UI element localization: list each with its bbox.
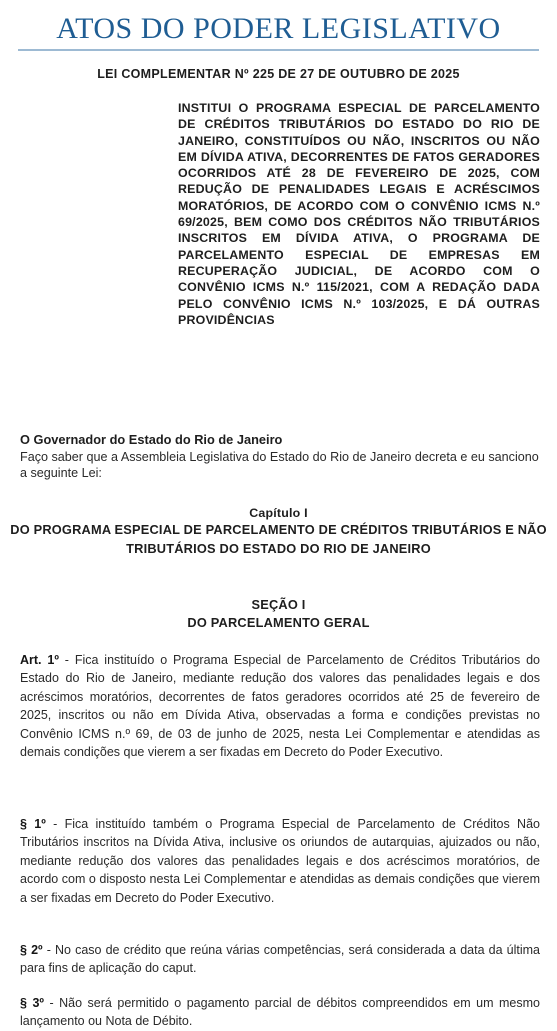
chapter-label: Capítulo I: [249, 506, 308, 520]
article-1-text: - Fica instituído o Programa Especial de Parcelamento de Créditos Tributários do Estado do Rio de Janeiro, mediante redução dos valores das penalidades legais e dos acréscimos moratórios, decorrentes de fatos geradores ocorridos até 25 de fevereiro de 2025, inscritos ou não em Dívida Ativa, observadas a forma e condições previstas no Convênio ICMS n.º 69, de 03 de junho de 2025, nesta Lei Complementar e atendidas as demais condições que vierem a ser fixadas em Decreto do Poder Executivo.: [20, 653, 540, 760]
masthead-divider: [18, 49, 539, 51]
masthead: [0, 0, 557, 56]
governor-line: O Governador do Estado do Rio de Janeiro: [20, 432, 283, 447]
section-label: SEÇÃO I: [251, 597, 306, 612]
article-1-label: Art. 1º: [20, 653, 59, 667]
enactment-clause: Faço saber que a Assembleia Legislativa do Estado do Rio de Janeiro decreta e eu sanciono a seguinte Lei:: [20, 450, 539, 481]
paragraph-2-text: - No caso de crédito que reúna várias competências, será considerada a data da última para fins de aplicação do caput.: [20, 943, 540, 976]
paragraph-2-label: § 2º: [20, 943, 43, 957]
paragraph-3: [20, 994, 540, 1031]
law-title: LEI COMPLEMENTAR Nº 225 DE 27 DE OUTUBRO DE 2025: [97, 67, 460, 81]
masthead-title: ATOS DO PODER LEGISLATIVO: [56, 12, 501, 45]
paragraph-3-text: - Não será permitido o pagamento parcial de débitos compreendidos em um mesmo lançamento ou Nota de Débito.: [20, 996, 540, 1029]
paragraph-1-label: § 1º: [20, 817, 46, 831]
section-title: DO PARCELAMENTO GERAL: [187, 615, 370, 630]
paragraph-1: [20, 815, 540, 907]
paragraph-3-label: § 3º: [20, 996, 44, 1010]
paragraph-2: [20, 941, 540, 978]
law-summary: INSTITUI O PROGRAMA ESPECIAL DE PARCELAMENTO DE CRÉDITOS TRIBUTÁRIOS DO ESTADO DO RIO DE JANEIRO, CONSTITUÍDOS OU NÃO, INSCRITOS OU NÃO EM DÍVIDA ATIVA, DECORRENTES DE FATOS GERADORES OCORRIDOS ATÉ 28 DE FEVEREIRO DE 2025, COM REDUÇÃO DE PENALIDADES LEGAIS E ACRÉSCIMOS MORATÓRIOS, DE ACORDO COM O CONVÊNIO ICMS N.º 69/2025, BEM COMO DOS CRÉDITOS NÃO TRIBUTÁRIOS INSCRITOS EM DÍVIDA ATIVA, O PROGRAMA DE PARCELAMENTO ESPECIAL DE EMPRESAS EM RECUPERAÇÃO JUDICIAL, DE ACORDO COM O CONVÊNIO ICMS N.º 115/2021, COM A REDAÇÃO DADA PELO CONVÊNIO ICMS N.º 103/2025, E DÁ OUTRAS PROVIDÊNCIAS: [178, 101, 540, 327]
article-1: [20, 651, 540, 762]
paragraph-1-text: - Fica instituído também o Programa Especial de Parcelamento de Créditos Não Tributários inscritos na Dívida Ativa, inclusive os oriundos de autarquias, ajuizados ou não, mediante redução dos valores das penalidades legais e dos acréscimos moratórios, de acordo com o disposto nesta Lei Complementar e atendidas as demais condições que vierem a ser fixadas em Decreto do Poder Executivo.: [20, 817, 540, 905]
chapter-title: DO PROGRAMA ESPECIAL DE PARCELAMENTO DE CRÉDITOS TRIBUTÁRIOS E NÃO TRIBUTÁRIOS DO ESTADO DO RIO DE JANEIRO: [10, 522, 547, 556]
